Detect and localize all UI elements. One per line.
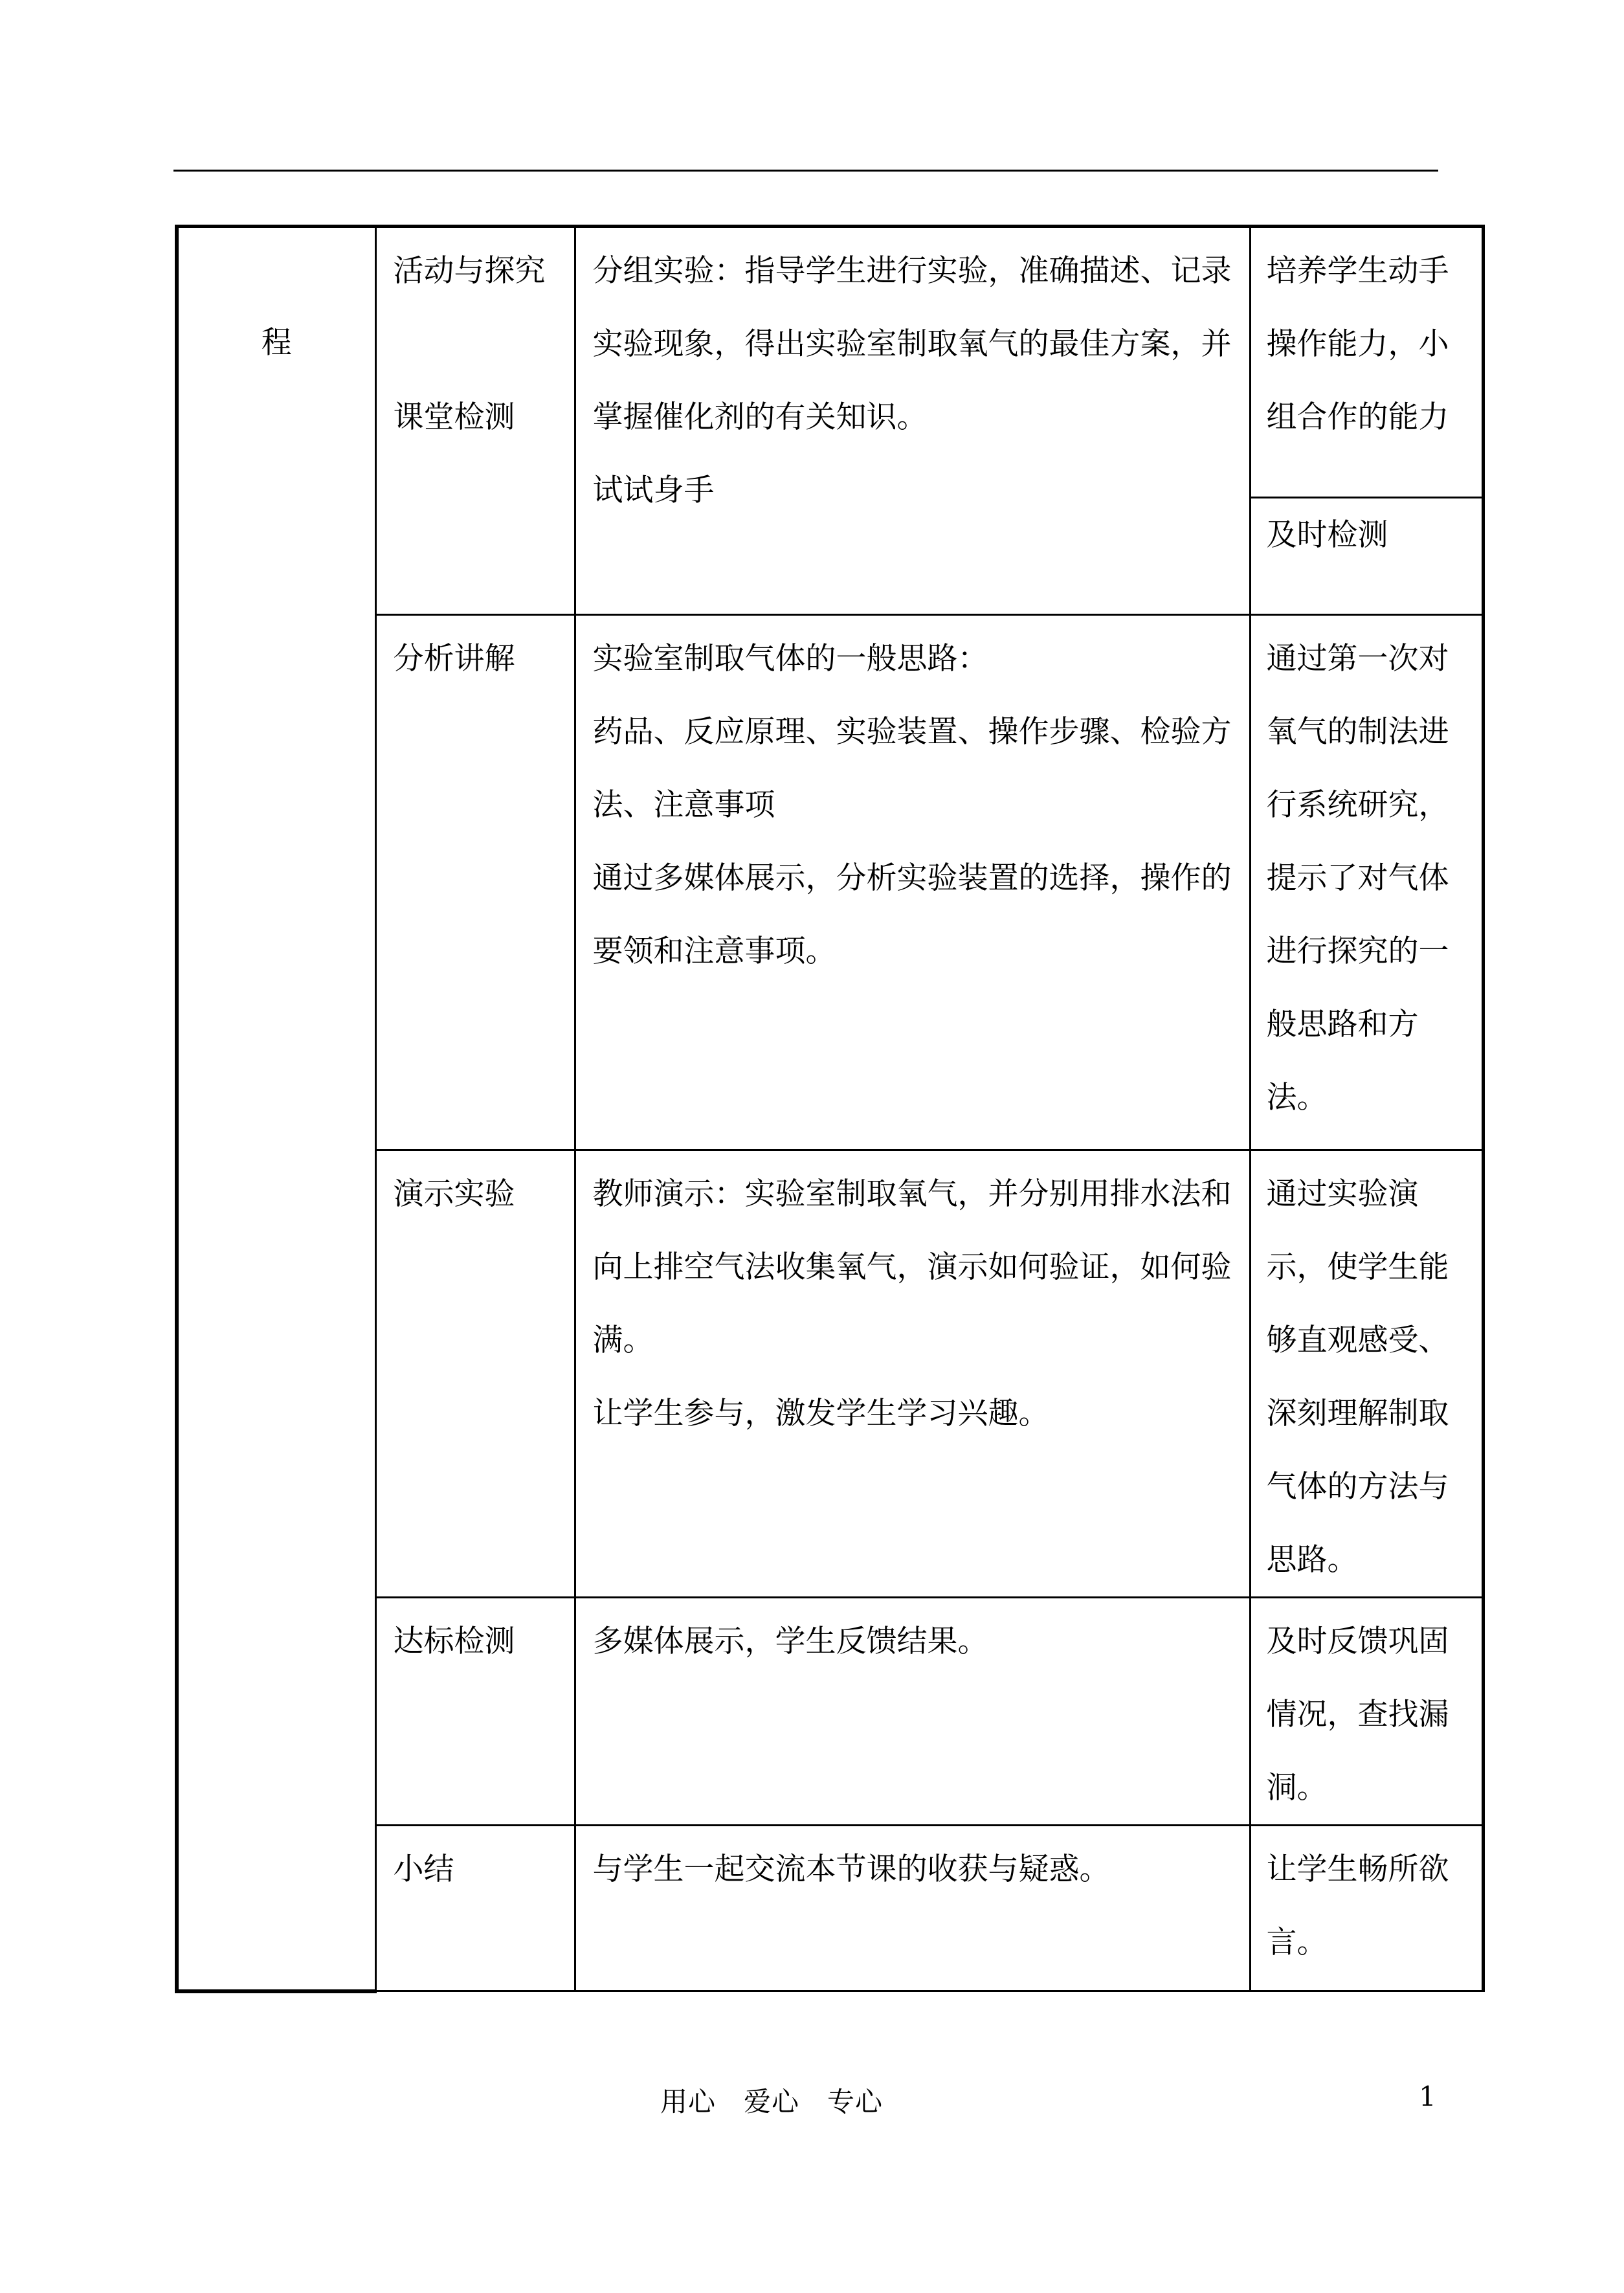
content-cell — [575, 1826, 1250, 1991]
content-cell — [575, 615, 1250, 1150]
purpose-text: 通过实验演示，使学生能够直观感受、深刻理解制取气体的方法与思路。 — [1266, 1176, 1449, 1578]
purpose-cell — [1250, 1150, 1483, 1598]
purpose-text: 及时反馈巩固情况，查找漏洞。 — [1266, 1624, 1449, 1806]
stage-label: 程 — [261, 325, 292, 361]
header-rule — [173, 170, 1438, 172]
purpose-text: 培养学生动手操作能力，小组合作的能力 — [1266, 253, 1449, 435]
content-paragraph: 试试身手 — [592, 473, 715, 508]
content-paragraph: 教师演示：实验室制取氧气，并分别用排水法和向上排空气法收集氧气，演示如何验证，如何验满。 — [592, 1176, 1232, 1358]
content-cell — [575, 1150, 1250, 1598]
content-paragraph: 实验室制取气体的一般思路： — [592, 641, 988, 677]
activity-label: 分析讲解 — [393, 641, 515, 677]
content-cell — [575, 1598, 1250, 1826]
content-paragraph: 通过多媒体展示，分析实验装置的选择，操作的要领和注意事项。 — [592, 860, 1232, 969]
purpose-cell — [1250, 1598, 1483, 1826]
page-number: 1 — [1419, 2081, 1436, 2112]
activity-label: 小结 — [393, 1851, 454, 1887]
activity-cell — [375, 227, 575, 615]
purpose-cell — [1250, 615, 1483, 1150]
activity-label: 演示实验 — [393, 1176, 515, 1212]
lesson-plan-table — [175, 225, 1485, 1993]
footer-motto: 用心 爱心 专心 — [660, 2086, 884, 2118]
purpose-text: 通过第一次对氧气的制法进行系统研究，提示了对气体进行探究的一般思路和方法。 — [1266, 641, 1449, 1115]
activity-label: 课堂检测 — [393, 399, 515, 435]
purpose-cell — [1250, 1826, 1483, 1991]
activity-label: 达标检测 — [393, 1624, 515, 1659]
content-paragraph: 让学生参与，激发学生学习兴趣。 — [592, 1396, 1049, 1431]
content-paragraph: 药品、反应原理、实验装置、操作步骤、检验方法、注意事项 — [592, 714, 1232, 823]
purpose-text: 让学生畅所欲言。 — [1266, 1851, 1449, 1960]
activity-label: 活动与探究 — [393, 253, 546, 289]
activity-cell — [375, 1598, 575, 1826]
content-paragraph: 分组实验：指导学生进行实验，准确描述、记录实验现象，得出实验室制取氧气的最佳方案，并掌握催化剂的有关知识。 — [592, 253, 1232, 435]
content-paragraph: 与学生一起交流本节课的收获与疑惑。 — [592, 1851, 1110, 1887]
table-row — [177, 227, 1483, 615]
activity-cell — [375, 1150, 575, 1598]
activity-cell — [375, 1826, 575, 1991]
stage-cell — [177, 227, 375, 1991]
content-paragraph: 多媒体展示，学生反馈结果。 — [592, 1624, 988, 1659]
purpose-text: 及时检测 — [1266, 517, 1388, 553]
activity-cell — [375, 615, 575, 1150]
content-cell — [575, 227, 1250, 615]
purpose-cell — [1250, 227, 1483, 615]
